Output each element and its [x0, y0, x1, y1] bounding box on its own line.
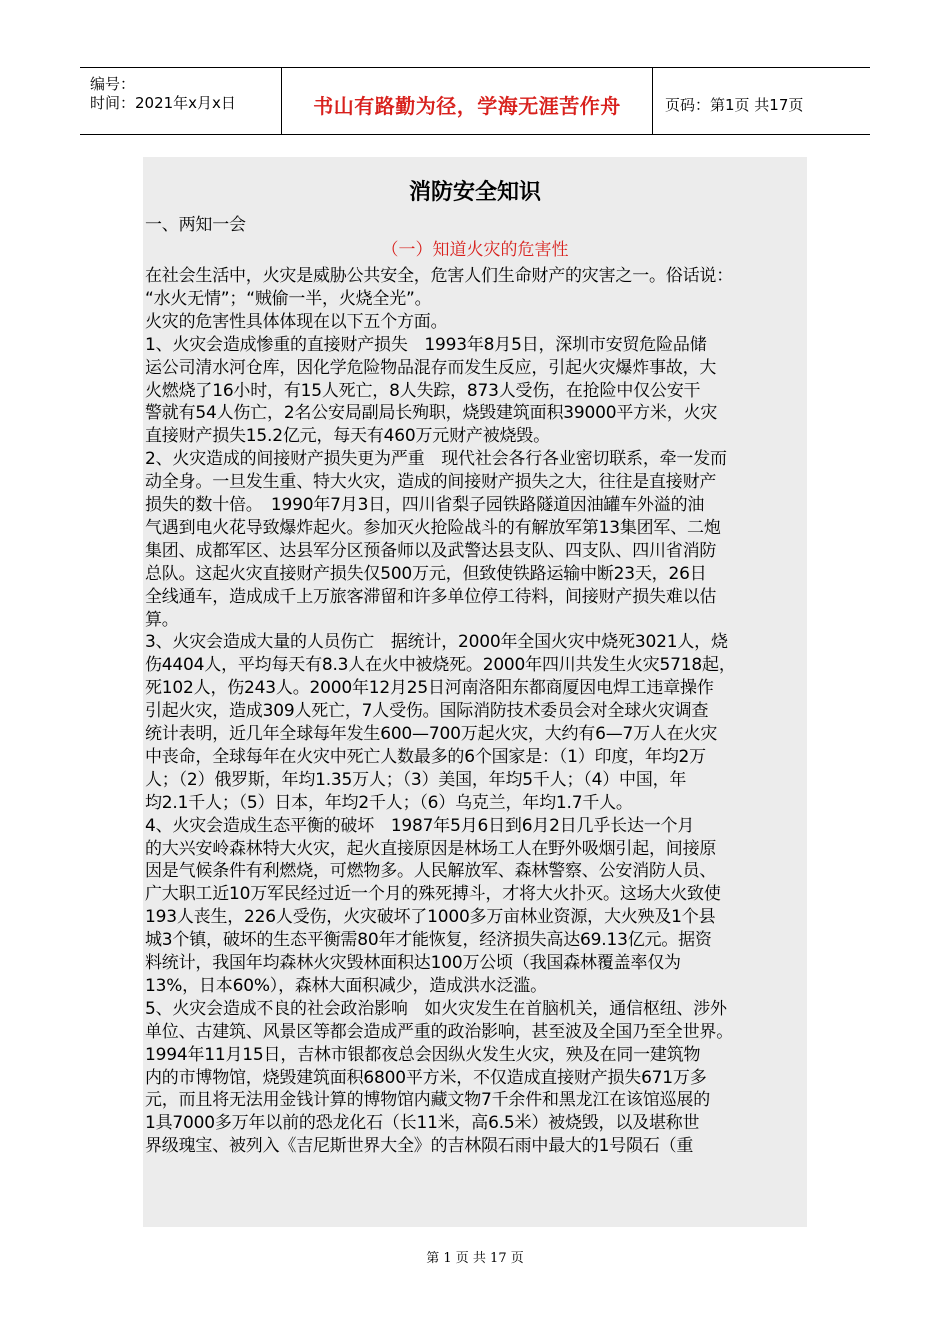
- text-line: 单位、古建筑、风景区等都会造成严重的政治影响，甚至波及全国乃至全世界。: [145, 1021, 733, 1042]
- motto: 书山有路勤为径，学海无涯苦作舟: [313, 94, 621, 118]
- number-label: 编号：: [90, 75, 136, 93]
- time-label: 时间：2021年x月x日: [90, 94, 236, 112]
- text-line: 火灾的危害性具体体现在以下五个方面。: [145, 311, 448, 332]
- text-line: 13%，日本60%），森林大面积减少，造成洪水泛滥。: [145, 975, 547, 996]
- text-line: 广大职工近10万军民经过近一个月的殊死搏斗，才将大火扑灭。这场大火致使: [145, 884, 721, 905]
- text-line: 算。: [145, 609, 179, 630]
- text-line: 统计表明，近几年全球每年发生600—700万起火灾，大约有6—7万人在火灾: [145, 724, 718, 744]
- text-line: 1、火灾会造成惨重的直接财产损失 1993年8月5日，深圳市安贸危险品储: [145, 334, 707, 355]
- text-line: “水火无情”；“贼偷一半，火烧全光”。: [145, 288, 432, 309]
- text-line: 4、火灾会造成生态平衡的破坏 1987年5月6日到6月2日几乎长达一个月: [145, 815, 695, 836]
- text-line: 均2.1千人；（5）日本，年均2千人；（6）乌克兰，年均1.7千人。: [145, 792, 633, 813]
- text-line: 直接财产损失15.2亿元，每天有460万元财产被烧毁。: [145, 426, 550, 447]
- text-line: 死102人，伤243人。2000年12月25日河南洛阳东都商厦因电焊工违章操作: [145, 678, 714, 699]
- text-line: 在社会生活中，火灾是威胁公共安全，危害人们生命财产的灾害之一。俗话说：: [145, 266, 733, 286]
- text-line: 3、火灾会造成大量的人员伤亡 据统计，2000年全国火灾中烧死3021人，烧: [145, 632, 728, 653]
- header-page-cell: [653, 68, 870, 134]
- section-heading: 一、两知一会: [145, 215, 246, 235]
- text-line: 气遇到电火花导致爆炸起火。参加灭火抢险战斗的有解放军第13集团军、二炮: [145, 517, 721, 538]
- document-body: [143, 157, 807, 1227]
- header-meta-cell: [80, 68, 282, 134]
- text-line: 火燃烧了16小时，有15人死亡，8人失踪，873人受伤，在抢险中仅公安干: [145, 380, 701, 401]
- header-motto-cell: [282, 68, 653, 134]
- text-line: 193人丧生，226人受伤，火灾破坏了1000多万亩林业资源，大火殃及1个县: [145, 907, 716, 928]
- text-line: 人；（2）俄罗斯，年均1.35万人；（3）美国，年均5千人；（4）中国，年: [145, 769, 687, 790]
- text-line: 损失的数十倍。 1990年7月3日，四川省梨子园铁路隧道因油罐车外溢的油: [145, 495, 705, 515]
- page-label: 页码：第1页 共17页: [665, 96, 804, 114]
- text-line: 界级瑰宝、被列入《吉尼斯世界大全》的吉林陨石雨中最大的1号陨石（重: [145, 1136, 694, 1157]
- text-line: 料统计，我国年均森林火灾毁林面积达100万公顷（我国森林覆盖率仅为: [145, 953, 681, 973]
- text-line: 内的市博物馆，烧毁建筑面积6800平方米，不仅造成直接财产损失671万多: [145, 1067, 707, 1088]
- subheading: （一）知道火灾的危害性: [381, 240, 569, 260]
- text-line: 1994年11月15日，吉林市银都夜总会因纵火发生火灾，殃及在同一建筑物: [145, 1044, 701, 1065]
- text-line: 集团、成都军区、达县军分区预备师以及武警达县支队、四支队、四川省消防: [145, 540, 717, 561]
- text-line: 的大兴安岭森林特大火灾，起火直接原因是林场工人在野外吸烟引起，间接原: [145, 838, 717, 859]
- text-line: 运公司清水河仓库，因化学危险物品混存而发生反应，引起火灾爆炸事故，大: [145, 357, 717, 378]
- text-line: 元，而且将无法用金钱计算的博物馆内藏文物7千余件和黑龙江在该馆巡展的: [145, 1090, 711, 1111]
- page-footer: 第 1 页 共 17 页: [426, 1251, 524, 1266]
- text-line: 因是气候条件有利燃烧，可燃物多。人民解放军、森林警察、公安消防人员、: [145, 861, 717, 882]
- text-line: 城3个镇，破坏的生态平衡需80年才能恢复，经济损失高达69.13亿元。据资: [145, 930, 712, 951]
- document-title: 消防安全知识: [408, 180, 541, 205]
- text-line: 5、火灾会造成不良的社会政治影响 如火灾发生在首脑机关，通信枢纽、涉外: [145, 998, 727, 1019]
- text-line: 2、火灾造成的间接财产损失更为严重 现代社会各行各业密切联系，牵一发而: [145, 449, 727, 470]
- text-line: 1具7000多万年以前的恐龙化石（长11米，高6.5米）被烧毁，以及堪称世: [145, 1113, 700, 1134]
- text-line: 中丧命，全球每年在火灾中死亡人数最多的6个国家是：（1）印度，年均2万: [145, 746, 706, 767]
- header-table: [80, 67, 870, 135]
- text-line: 全线通车，造成成千上万旅客滞留和许多单位停工待料，间接财产损失难以估: [145, 586, 717, 607]
- text-line: 引起火灾，造成309人死亡，7人受伤。国际消防技术委员会对全球火灾调查: [145, 701, 709, 722]
- text-line: 动全身。一旦发生重、特大火灾，造成的间接财产损失之大，往往是直接财产: [145, 472, 717, 493]
- text-line: 警就有54人伤亡，2名公安局副局长殉职，烧毁建筑面积39000平方米，火灾: [145, 403, 718, 424]
- text-line: 总队。这起火灾直接财产损失仅500万元，但致使铁路运输中断23天，26日: [145, 563, 707, 584]
- text-line: 伤4404人，平均每天有8.3人在火中被烧死。2000年四川共发生火灾5718起，: [145, 655, 736, 676]
